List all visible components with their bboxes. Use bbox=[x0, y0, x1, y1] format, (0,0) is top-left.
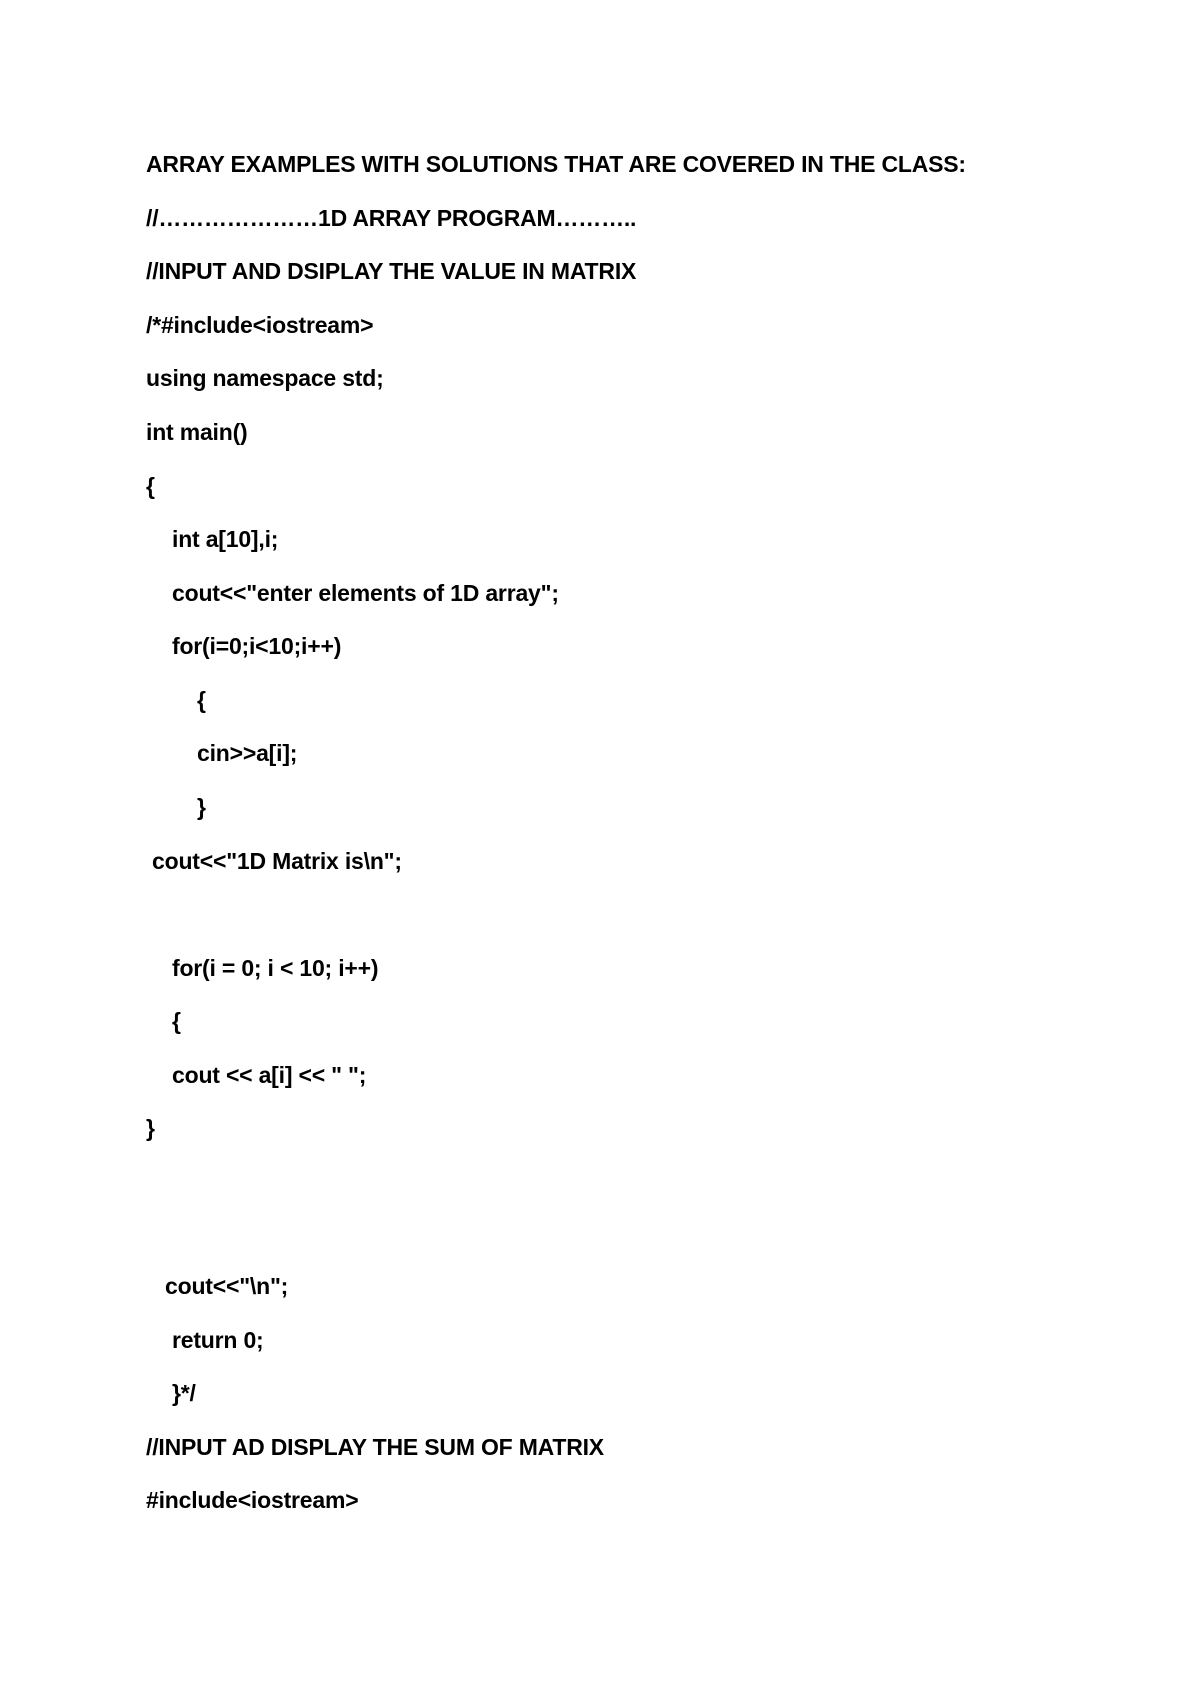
code-line: } bbox=[197, 794, 206, 820]
code-line: cin>>a[i]; bbox=[197, 740, 298, 766]
code-line: for(i = 0; i < 10; i++) bbox=[172, 955, 379, 981]
code-line: cout<<"1D Matrix is\n"; bbox=[152, 848, 402, 874]
code-line: //INPUT AD DISPLAY THE SUM OF MATRIX bbox=[146, 1434, 604, 1460]
code-line: for(i=0;i<10;i++) bbox=[172, 633, 342, 659]
code-line: int main() bbox=[146, 419, 248, 445]
code-line: cout<<"\n"; bbox=[165, 1273, 289, 1299]
code-line: cout << a[i] << " "; bbox=[172, 1062, 367, 1088]
code-line: #include<iostream> bbox=[146, 1487, 359, 1513]
code-line: { bbox=[172, 1008, 181, 1034]
document-heading: ARRAY EXAMPLES WITH SOLUTIONS THAT ARE COVERED IN THE CLASS: bbox=[146, 151, 966, 177]
code-line: int a[10],i; bbox=[172, 526, 279, 552]
code-line: cout<<"enter elements of 1D array"; bbox=[172, 580, 559, 606]
code-line: using namespace std; bbox=[146, 365, 384, 391]
code-line: //INPUT AND DSIPLAY THE VALUE IN MATRIX bbox=[146, 258, 637, 284]
code-line: { bbox=[146, 473, 155, 499]
code-line: return 0; bbox=[172, 1327, 264, 1353]
code-line: //…………………1D ARRAY PROGRAM……….. bbox=[146, 205, 637, 231]
code-line: /*#include<iostream> bbox=[146, 312, 374, 338]
code-line: { bbox=[197, 687, 206, 713]
code-line: } bbox=[146, 1115, 155, 1141]
code-line: }*/ bbox=[172, 1380, 196, 1406]
